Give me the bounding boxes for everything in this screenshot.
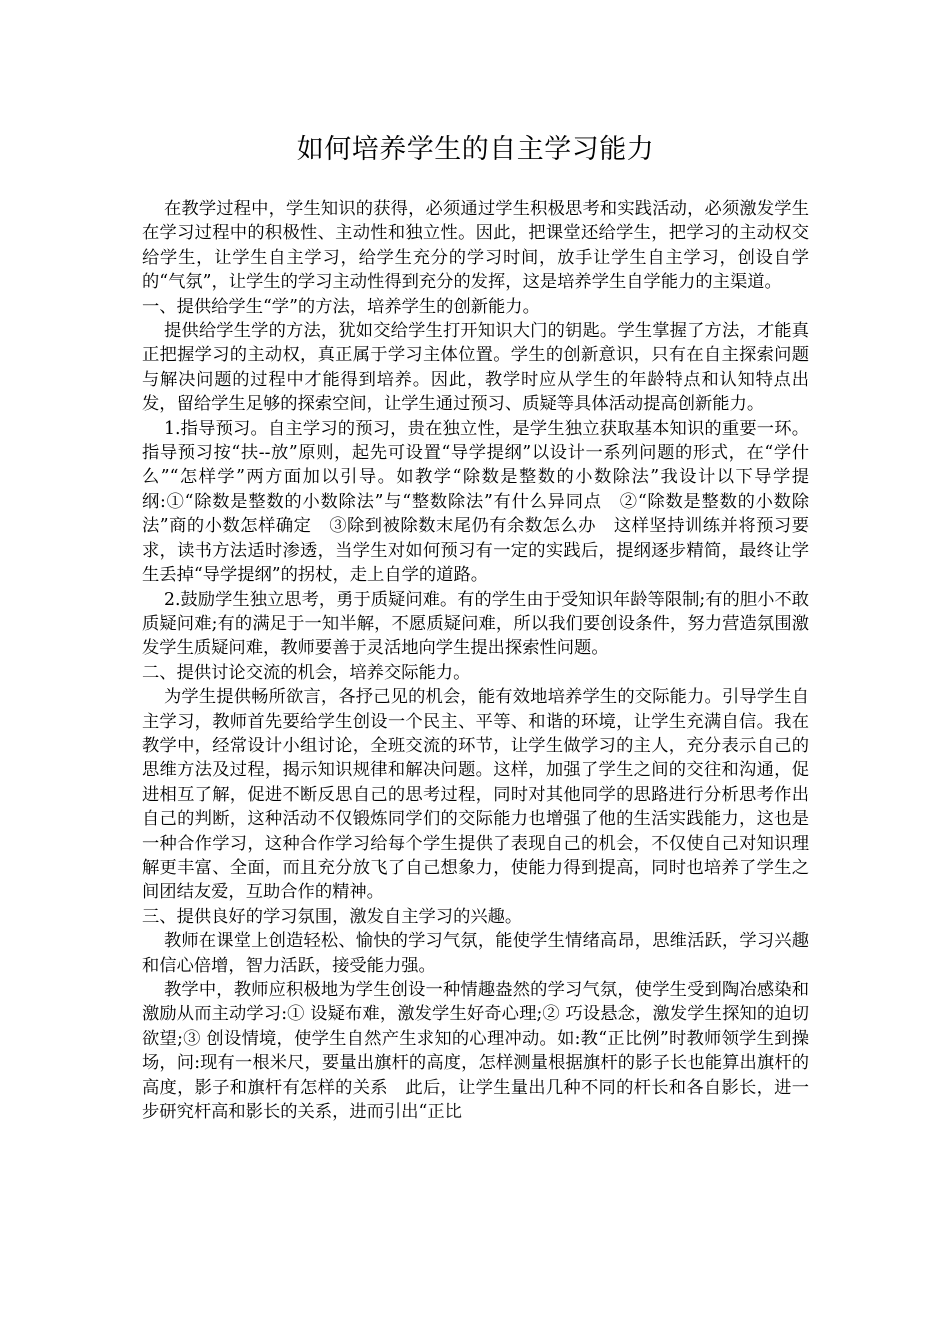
independent-thinking-paragraph: 2.鼓励学生独立思考，勇于质疑问难。有的学生由于受知识年龄等限制;有的胆小不敢质疑问难;有的满足于一知半解，不愿质疑问难，所以我们要创设条件，努力营造氛围激发学生质疑问难，教师要善于灵活地向学生提出探索性问题。	[142, 589, 809, 659]
section-1-paragraph: 提供给学生学的方法，犹如交给学生打开知识大门的钥匙。学生掌握了方法，才能真正把握学习的主动权，真正属于学习主体位置。学生的创新意识，只有在自主探索问题与解决问题的过程中才能得到培养。因此，教学时应从学生的年龄特点和认知特点出发，留给学生足够的探索空间，让学生通过预习、质疑等具体活动提高创新能力。	[142, 321, 809, 415]
document-title: 如何培养学生的自主学习能力	[296, 134, 655, 165]
section-2-paragraph: 为学生提供畅所欲言，各抒己见的机会，能有效地培养学生的交际能力。引导学生自主学习，教师首先要给学生创设一个民主、平等、和谐的环境，让学生充满自信。我在教学中，经常设计小组讨论，全班交流的环节，让学生做学习的主人，充分表示自己的思维方法及过程，揭示知识规律和解决问题。这样，加强了学生之间的交往和沟通，促进相互了解，促进不断反思自己的思考过程，同时对其他同学的思路进行分析思考作出自己的判断，这种活动不仅锻炼同学们的交际能力也增强了他的生活实践能力，这也是一种合作学习，这种合作学习给每个学生提供了表现自己的机会，不仅使自己对知识理解更丰富、全面，而且充分放飞了自己想象力，使能力得到提高，同时也培养了学生之间团结友爱，互助合作的精神。	[142, 687, 809, 903]
section-3-paragraph-1: 教师在课堂上创造轻松、愉快的学习气氛，能使学生情绪高昂，思维活跃，学习兴趣和信心倍增，智力活跃，接受能力强。	[142, 931, 809, 976]
section-heading-2: 二、提供讨论交流的机会，培养交际能力。	[142, 662, 471, 683]
section-heading-1: 一、提供给学生“学”的方法，培养学生的创新能力。	[142, 296, 540, 317]
intro-paragraph: 在教学过程中，学生知识的获得，必须通过学生积极思考和实践活动，必须激发学生在学习过程中的积极性、主动性和独立性。因此，把课堂还给学生，把学习的主动权交给学生，让学生自主学习，给学生充分的学习时间，放手让学生自主学习，创设自学的“气氛”，让学生的学习主动性得到充分的发挥，这是培养学生自学能力的主渠道。	[142, 199, 809, 293]
section-3-paragraph-2: 教学中，教师应积极地为学生创设一种情趣盎然的学习气氛，使学生受到陶冶感染和激励从而主动学习:① 设疑布难，激发学生好奇心理;② 巧设悬念，激发学生探知的迫切欲望;③ 创设情境，使学生自然产生求知的心理冲动。如:教“正比例”时教师领学生到操场，问:现有一根米尺，要量出旗杆的高度，怎样测量根据旗杆的影子长也能算出旗杆的高度，影子和旗杆有怎样的关系 此后，让学生量出几种不同的杆长和各自影长，进一步研究杆高和影长的关系，进而引出“正比	[142, 980, 809, 1123]
section-heading-3: 三、提供良好的学习氛围，激发自主学习的兴趣。	[142, 906, 523, 927]
preview-guidance-paragraph: 1.指导预习。自主学习的预习，贵在独立性，是学生独立获取基本知识的重要一环。指导预习按“扶--放”原则，起先可设置“导学提纲”以设计一系列问题的形式，在“学什么”“怎样学”两方面加以引导。如教学“除数是整数的小数除法”我设计以下导学提纲:①“除数是整数的小数除法”与“整数除法”有什么异同点 ②“除数是整数的小数除法”商的小数怎样确定 ③除到被除数末尾仍有余数怎么办 这样坚持训练并将预习要求，读书方法适时渗透，当学生对如何预习有一定的实践后，提纲逐步精简，最终让学生丢掉“导学提纲”的拐杖，走上自学的道路。	[142, 418, 809, 586]
document-page	[142, 130, 809, 1124]
